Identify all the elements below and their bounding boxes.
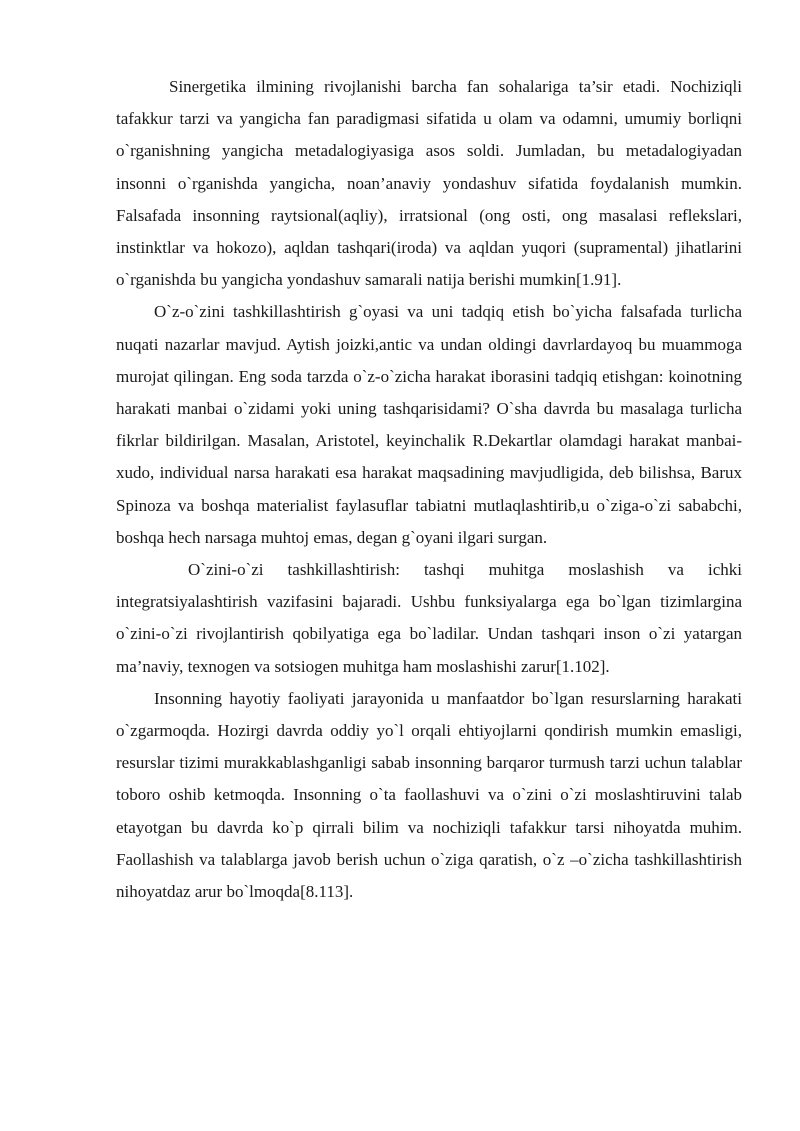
paragraph-human-activity: Insonning hayotiy faoliyati jarayonida u manfaatdor bo`lgan resurslarning harakati o`zgarmoqda. Hozirgi davrda oddiy yo`l orqali ehtiyojlarni qondirish mumkin emasligi, resurslar tizimi murakkablashganligi sabab insonning barqaror turmush tarzi uchun talablar toboro oshib ketmoqda. Insonning o`ta faollashuvi va o`zini o`zi moslashtiruvini talab etayotgan bu davrda ko`p qirrali bilim va nochiziqli tafakkur tarsi nihoyatda muhim. Faollashish va talablarga javob berish uchun o`ziga qaratish, o`z –o`zicha tashkillashtirish nihoyatdaz arur bo`lmoqda[8.113]. (116, 688, 742, 902)
document-page (116, 71, 742, 908)
paragraph-self-organization-history: O`z-o`zini tashkillashtirish g`oyasi va uni tadqiq etish bo`yicha falsafada turlicha nuqati nazarlar mavjud. Aytish joizki,antic va undan oldingi davrlardayoq bu muammoga murojat qilingan. Eng soda tarzda o`z-o`zicha harakat iborasini tadqiq etishgan: koinotning harakati manbai o`zidami yoki uning tashqarisidami? O`sha davrda bu masalaga turlicha fikrlar bildirilgan. Masalan, Aristotel, keyinchalik R.Dekartlar olamdagi harakat manbai-xudo, individual narsa harakati esa harakat maqsadining mavjudligida, deb bilishsa, Barux Spinoza va boshqa materialist faylasuflar tabiatni mutlaqlashtirib,u o`ziga-o`zi sababchi, boshqa hech narsaga muhtoj emas, degan g`oyani ilgari surgan. (116, 302, 742, 547)
paragraph-synergetics: Sinergetika ilmining rivojlanishi barcha fan sohalariga ta’sir etadi. Nochiziqli tafakkur tarzi va yangicha fan paradigmasi sifatida u olam va odamni, umumiy borliqni o`rganishning yangicha metadalogiyasiga asos soldi. Jumladan, bu metadalogiyadan insonni o`rganishda yangicha, noan’anaviy yondashuv sifatida foydalanish mumkin. Falsafada insonning raytsional(aqliy), irratsional (ong osti, ong masalasi reflekslari, instinktlar va hokozo), aqldan tashqari(iroda) va aqldan yuqori (supramental) jihatlarini o`rganishda bu yangicha yondashuv samarali natija berishi mumkin[1.91]. (116, 77, 742, 290)
paragraph-self-organization-function: O`zini-o`zi tashkillashtirish: tashqi muhitga moslashish va ichki integratsiyalashtirish vazifasini bajaradi. Ushbu funksiyalarga ega bo`lgan tizimlargina o`zini-o`zi rivojlantirish qobilyatiga ega bo`ladilar. Undan tashqari inson o`zi yatargan ma’naviy, texnogen va sotsiogen muhitga ham moslashishi zarur[1.102]. (116, 560, 742, 676)
